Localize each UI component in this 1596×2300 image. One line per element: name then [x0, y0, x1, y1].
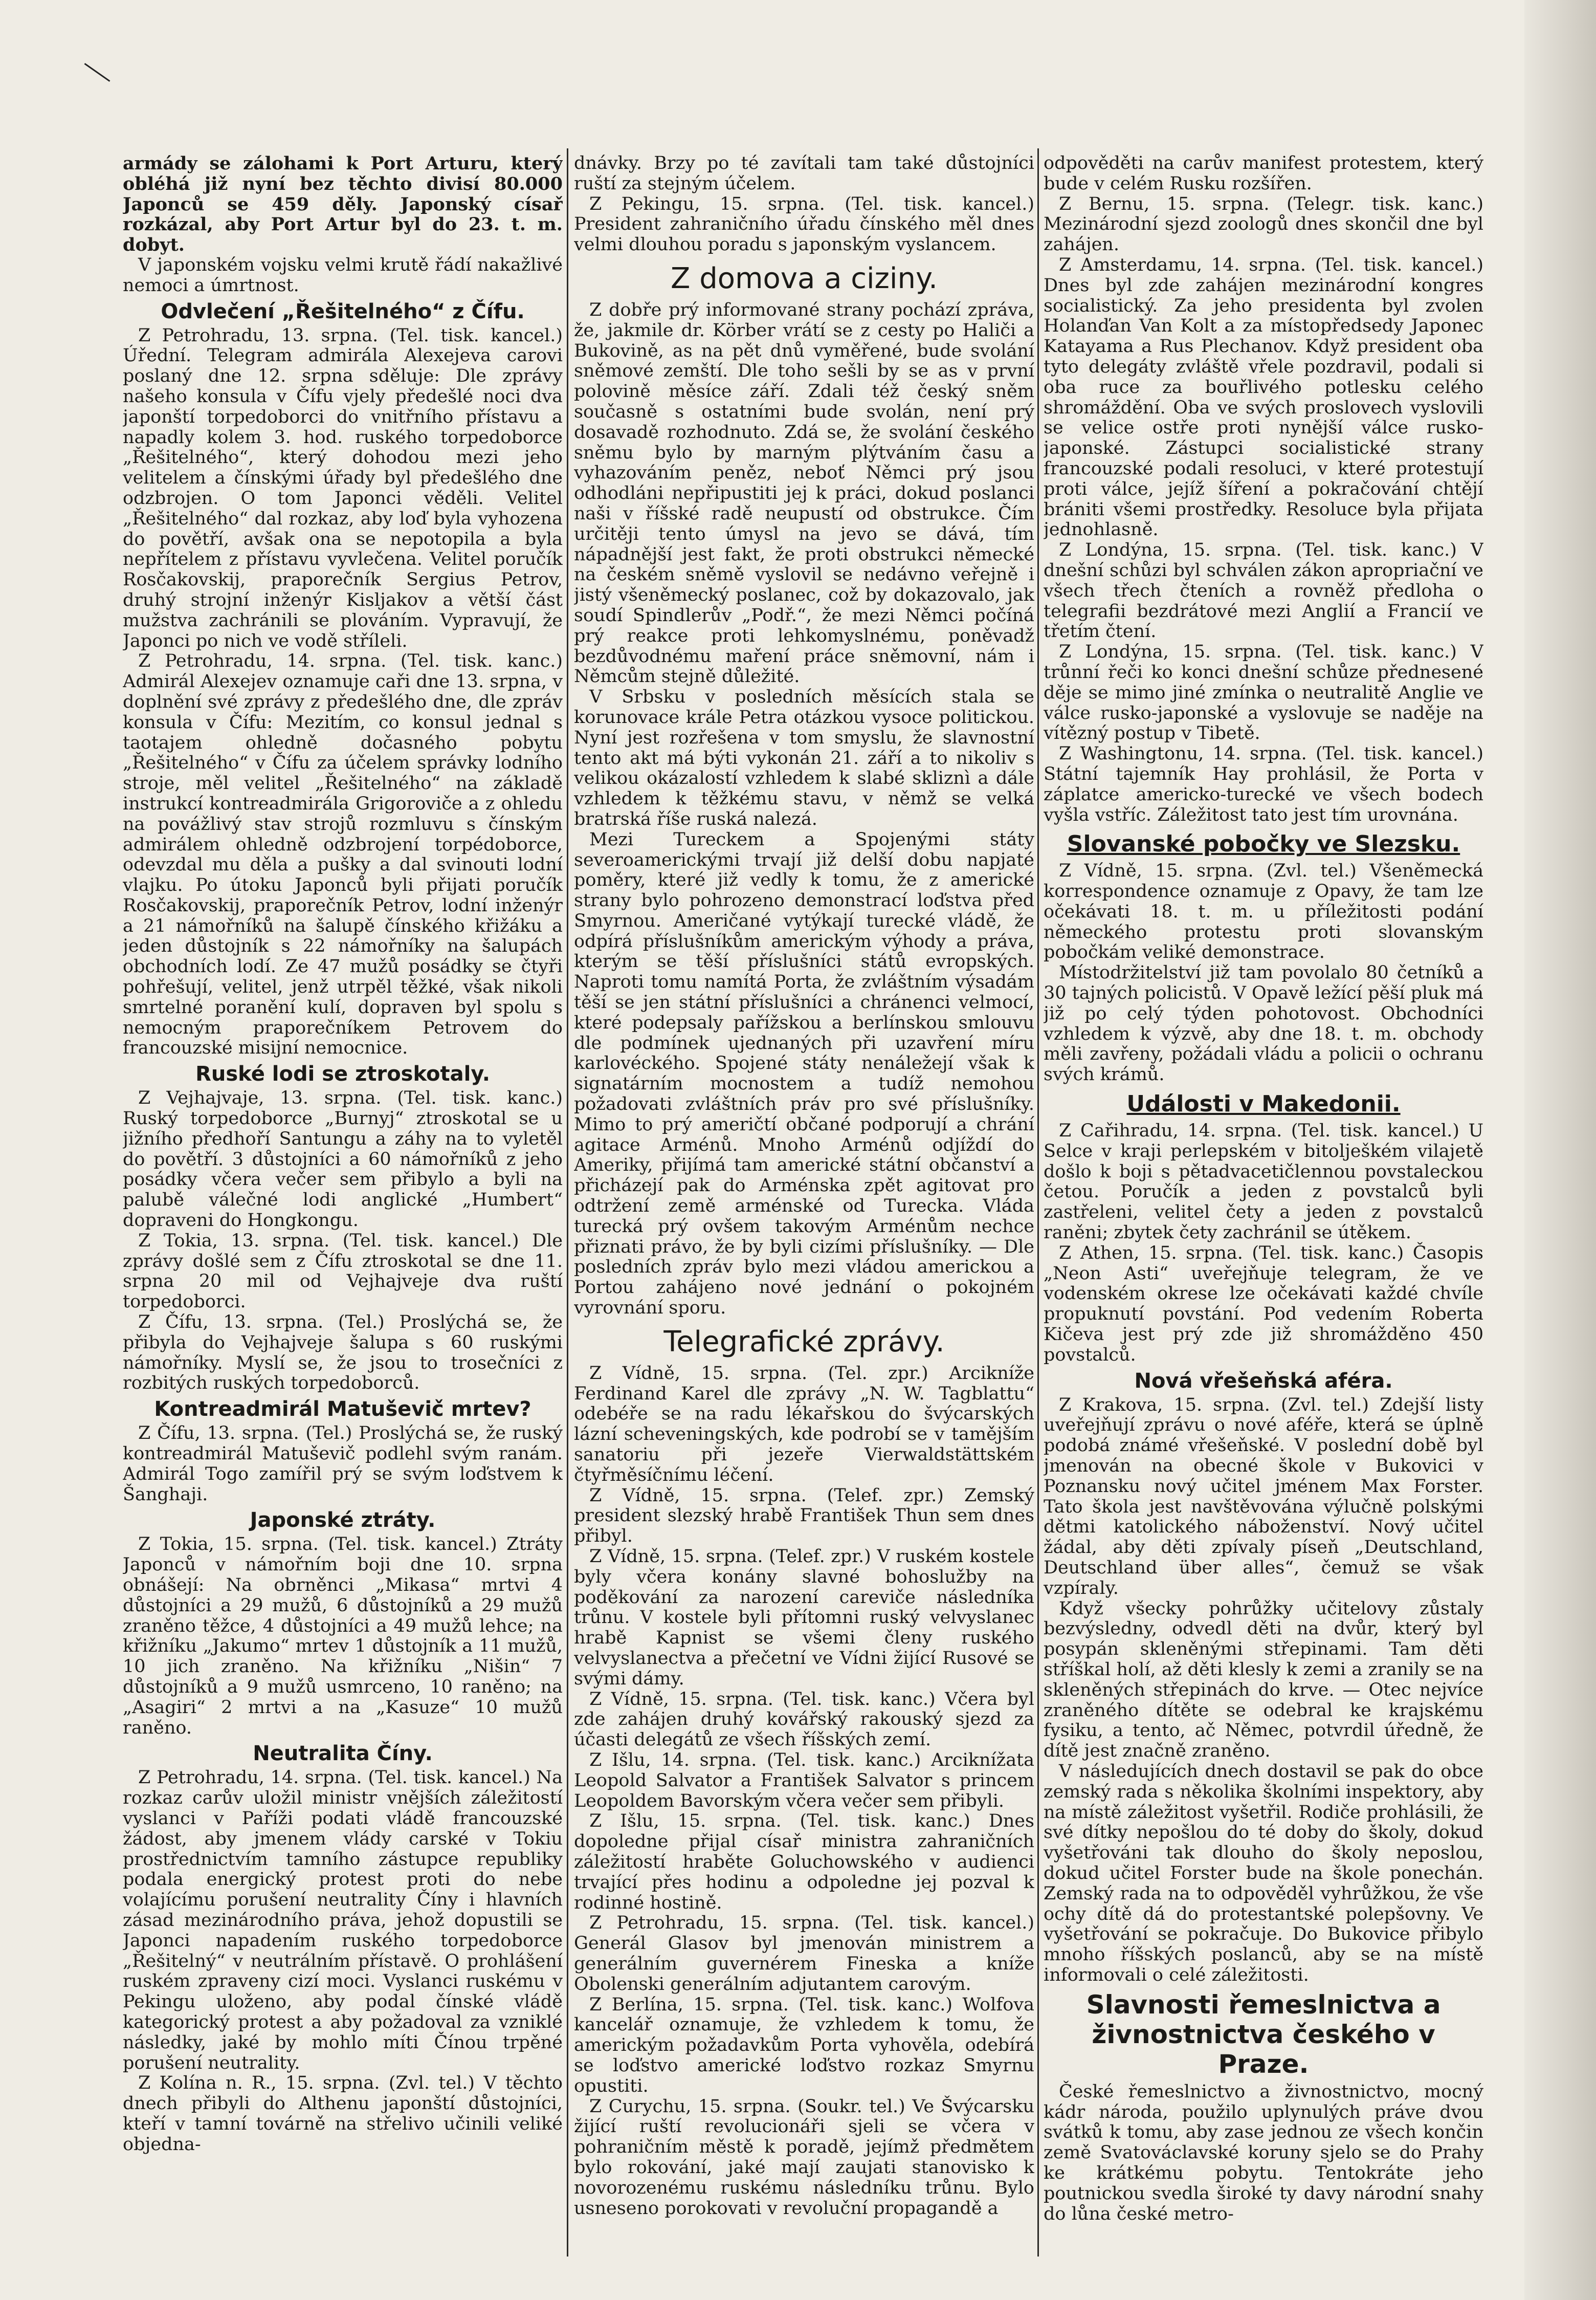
column-rule-2 — [1037, 148, 1039, 2257]
article-paragraph: Z Pekingu, 15. srpna. (Tel. tisk. kancel.) President zahraničního úřadu čínského měl dnes velmi dlouhou poradu s japonským vyslancem. — [574, 193, 1034, 255]
column-1 — [123, 154, 563, 2251]
lead-tail: V japonském vojsku velmi krutě řádí nakažlivé nemoci a úmrtnost. — [123, 254, 563, 296]
heading-ruske-lodi: Ruské lodi se ztroskotaly. — [195, 1062, 490, 1086]
article-paragraph: Mezi Tureckem a Spojenými státy severoamerickými trvají již delší dobu napjaté poměry, které již vedly k tomu, že z americké strany bylo pohrozeno demonstrací loďstva před Smyrnou. Američané vytýkají turecké vládě, že odpírá příslušníkům americkým výhody a práva, kterým se těší příslušníci států evropských. Naproti tomu namítá Porta, že zvláštním výsadám těší se jen státní příslušníci a chránenci velmocí, které podepsaly pařížskou a berlínskou smlouvu dle podmínek ujednaných při uzavření míru karlovéckého. Spojené státy nenáležejí však k signatárním mocnostem a tudíž nemohou požadovati zvláštních práv pro své příslušníky. Mimo to prý američtí občané podporují a chrání agitace Arménů. Mnoho Arménů odjíždí do Ameriky, přijímá tam americké státní občanství a přicházejí pak do Arménska zpět agitovat pro odtržení země arménské od Turecka. Vláda turecká prý ovšem takovým Arménům nechce přiznati právo, že by byli cizími příslušníky. — Dle posledních zpráv bylo mezi vládou americkou a Portou zahájeno nové jednání o pokojném vyrovnání sporu. — [574, 829, 1034, 1319]
column-2 — [574, 154, 1034, 2251]
article-paragraph: Z Vídně, 15. srpna. (Telef. zpr.) Zemský president slezský hrabě František Thun sem dnes přibyl. — [574, 1485, 1034, 1547]
heading-slovanske-pobocky: Slovanské pobočky ve Slezsku. — [1067, 831, 1460, 858]
article-paragraph: Z Išlu, 14. srpna. (Tel. tisk. kanc.) Arciknížata Leopold Salvator a František Salvator s princem Leopoldem Bavorským včera večer sem přibyli. — [574, 1749, 1034, 1811]
article-paragraph: Z Tokia, 15. srpna. (Tel. tisk. kancel.) Ztráty Japonců v námořním boji dne 10. srpna obnášejí: Na obrněnci „Mikasa“ mrtvi 4 důstojníci a 29 mužů, 6 důstojníků a 29 mužů zraněno těžce, 4 důstojníci a 49 mužů lehce; na křižníku „Jakumo“ mrtev 1 důstojník a 11 mužů, 10 jich zraněno. Na křižníku „Nišin“ 7 důstojníků a 9 mužů usmrceno, 10 raněno; na „Asagiri“ 2 mrtvi a na „Kasuze“ 10 mužů raněno. — [123, 1534, 563, 1738]
heading-slavnosti: Slavnosti řemeslnictva a živnostnictva českého v Praze. — [1086, 1989, 1441, 2079]
article-paragraph: Místodržitelství již tam povolalo 80 četníků a 30 tajných policistů. V Opavě ležící pěší pluk má již po celý týden pohotovost. Obchodníci vzhledem k výzvě, aby dne 18. t. m. obchody měli zavřeny, požádali vládu a policii o ochranu svých krámů. — [1044, 962, 1483, 1085]
article-paragraph: Z Londýna, 15. srpna. (Tel. tisk. kanc.) V dnešní schůzi byl schválen zákon apropriační ve všech třech čteních a rovněž předloha o telegrafii bezdrátové mezi Anglií a Francií ve třetím čtení. — [1044, 540, 1483, 642]
page-edge — [1524, 0, 1596, 2300]
article-paragraph: Když všecky pohrůžky učitelovy zůstaly bezvýsledny, odvedl děti na dvůr, který byl posypán skleněnými střepinami. Tam děti stříškal holí, až děti klesly k zemi a zranily se na skleněných střepinách do krve. — Otec nejvíce zraněného dítěte se odebral ke krajskému fysiku, a tento, ač Němec, potvrdil úředně, že dítě jest značně zraněno. — [1044, 1598, 1483, 1762]
article-paragraph: Z Kolína n. R., 15. srpna. (Zvl. tel.) V těchto dnech přibyli do Althenu japonští důstojníci, kteří v tamní továrně na střelivo učinili veliké objedna- — [123, 2073, 563, 2155]
heading-neutralita: Neutralita Číny. — [253, 1742, 433, 1766]
article-paragraph: Z Athen, 15. srpna. (Tel. tisk. kanc.) Časopis „Neon Asti“ uveřejňuje telegram, že ve vodenském okrese lze očekávati každé chvíle propuknutí povstání. Pod vedením Roberta Kičeva jest prý zde již shromážděno 450 povstalců. — [1044, 1242, 1483, 1365]
article-paragraph: Z Bernu, 15. srpna. (Telegr. tisk. kanc.) Mezinárodní sjezd zoologů dnes skončil dne byl zahájen. — [1044, 193, 1483, 255]
article-paragraph: V následujících dnech dostavil se pak do obce zemský rada s několika školními inspektory, aby na místě záležitost vyšetřil. Rodiče prohlásili, že své dítky nepošlou do té doby do školy, dokud vyšetřováni tak dlouho do školy neposlou, dokud učitel Forster bude na škole ponechán. Zemský rada na to odpověděl vyhrůžkou, že vše ochy dítě dá do protestantské polepšovny. Ve vyšetřování se pokračuje. Do Bukovice přibylo mnoho říšských poslanců, aby se na místě informovali o celé záležitosti. — [1044, 1761, 1483, 1985]
article-paragraph: Z Londýna, 15. srpna. (Tel. tisk. kanc.) V trůnní řeči ko konci dnešní schůze přednesené děje se mimo jiné zmínka o neutralitě Anglie ve válce rusko-japonské a vyslovuje se naděje na vítězný postup v Tibetě. — [1044, 642, 1483, 744]
article-paragraph: České řemeslnictvo a živnostnictvo, mocný kádr národa, použilo uplynulých práve dvou svátků k tomu, aby zase jednou ze všech končin země Svatováclavské koruny sjelo se do Prahy ke krátkému pobytu. Tentokráte jeho poutnickou svedla široké ty davy národní snahy do lůna české metro- — [1044, 2081, 1483, 2224]
article-paragraph: Z Berlína, 15. srpna. (Tel. tisk. kanc.) Wolfova kancelář oznamuje, že vzhledem k tomu, že americkým požadavkům Porta vyhověla, odebírá se loďstvo americké loďstvo rozkaz Smyrnu opustiti. — [574, 1994, 1034, 2096]
heading-reshitelny: Odvlečení „Řešitelného“ z Čífu. — [161, 299, 525, 323]
article-paragraph: Z Curychu, 15. srpna. (Soukr. tel.) Ve Švýcarsku žijící ruští revolucionáři sjeli se včera v pohraničním městě k poradě, jejímž předmětem bylo rokování, jaké mají zaujati stanovisko k novorozenému ruskému následníku trůnu. Bylo usneseno porokovati v revoluční propagandě a — [574, 2096, 1034, 2219]
article-paragraph: Z Petrohradu, 14. srpna. (Tel. tisk. kanc.) Admirál Alexejev oznamuje caři dne 13. srpna, v doplnění své zprávy z předešlého dne, dle zpráv konsula v Čífu: Mezitím, co konsul jednal s taotajem ohledně dočasného pobytu „Řešitelného“ v Čífu za účelem správky lodního stroje, měl velitel „Řešitelného“ na základě instrukcí kontreadmirála Grigoroviče a z ohledu na povážlivý stav strojů rozmluvu s čínským admirálem ohledně odzbrojení torpédoborce, odevzdal mu děla a pušky a dal svinouti lodní vlajku. Po útoku Japonců byli přijati poručík Rosčakovskij, praporečník Petrov, lodní inženýr a 21 námořníků na šalupě čínského křižáku a jeden důstojník s 22 námořníky na šalupách obchodních lodí. Ze 47 mužů posádky se čtyři pohřešují, velitel, jenž utrpěl těžké, však nikoli smrtelné poranění kulí, dopraven byl spolu s nemocným praporečníkem Petrovem do francouzské misijní nemocnice. — [123, 651, 563, 1059]
article-paragraph: Z Čífu, 13. srpna. (Tel.) Proslýchá se, že přibyla do Vejhajveje šalupa s 60 ruskými námořníky. Myslí se, že jsou to trosečníci z rozbitých ruských torpedoborců. — [123, 1312, 563, 1394]
article-paragraph: Z Petrohradu, 14. srpna. (Tel. tisk. kancel.) Na rozkaz carův uložil ministr vnějších záležitostí vyslanci v Paříži podati vládě francouzské žádost, aby jmenem vlády carské v Tokiu prostřednictvím tamního zástupce republiky podala energický protest proti do nebe volajícímu porušení neutrality Číny i hlavních zásad mezinárodního práva, jehož dopustili se Japonci napadením ruského torpedoborce „Řešitelný“ v neutrálním přístavě. O prohlášení ruském zpraveny cizí moci. Vyslanci ruskému v Pekingu uloženo, aby podal čínské vládě kategorický protest a aby požadoval za vzniklé následky, jaké by mohlo míti Čínou trpěné porušení neutrality. — [123, 1767, 563, 2073]
heading-vresenska-afera: Nová vřešeňská aféra. — [1134, 1369, 1393, 1393]
article-paragraph: Z Krakova, 15. srpna. (Zvl. tel.) Zdejší listy uveřejňují zprávu o nové aféře, která se úplně podobá známé vřešeňské. V poslední době byl jmenován na obecné škole v Bukovici v Poznansku nový učitel jménem Max Forster. Tato škola jest navštěvována výlučně polskými dětmi katolického náboženství. Nový učitel žádal, aby děti zpívaly píseň „Deutschland, Deutschland über alles“, čemuž se však vzpíraly. — [1044, 1394, 1483, 1598]
article-paragraph: Z Vídně, 15. srpna. (Telef. zpr.) V ruském kostele byly včera konány slavné bohoslužby na poděkování za narození careviče následníka trůnu. V kostele byli přítomni ruský velvyslanec hrabě Kapnist se všemi členy ruského velvyslanectva a přečetní ve Vídni žijící Rusové se svými dámy. — [574, 1546, 1034, 1689]
column-rule-1 — [567, 148, 568, 2257]
article-paragraph: Z Vejhajvaje, 13. srpna. (Tel. tisk. kanc.) Ruský torpedoborce „Burnyj“ ztroskotal se u jižního předhoří Santungu a záhy na to vyletěl do povětří. 3 důstojníci a 60 námořníků z jeho posádky včera večer sem přibylo a byli na palubě válečné lodi anglické „Humbert“ dopraveni do Hongkongu. — [123, 1088, 563, 1231]
article-paragraph: Z dobře prý informované strany pochází zpráva, že, jakmile dr. Körber vrátí se z cesty po Haliči a Bukovině, as na pět dnů vyměřené, bude svolání sněmové zemští. Dle toho sešli by se as v první polovině měsíce září. Zdali též český sněm současně s ostatními bude svolán, není prý dosavadě rozhodnuto. Zdá se, že svolání českého sněmu bylo by marným plýtváním času a vyhazováním peněz, neboť Němci prý jsou odhodláni nepřipustiti jej k práci, dokud poslanci naši v říšské radě neupustí od obstrukce. Čím určitěji tento úmysl na jevo se dává, tím nápadnější jest fakt, že proti obstrukci německé na českém sněmě vyslovil se nedávno veřejně i jistý všeněmecký poslanec, což by dokazovalo, jak soudí Spindlerův „Podř.“, že mezi Němci počíná prý reakce proti lehkomyslnému, poněvadž bezdůvodnému maření práce sněmovní, nám i Němcům stejně důležité. — [574, 299, 1034, 687]
article-paragraph: dnávky. Brzy po té zavítali tam také důstojníci ruští za stejným účelem. — [574, 154, 1034, 194]
article-paragraph: Z Washingtonu, 14. srpna. (Tel. tisk. kancel.) Státní tajemník Hay prohlásil, že Porta v záplatce americko-turecké ve všech bodech vyšla vstříc. Záležitost tato jest tím urovnána. — [1044, 743, 1483, 825]
article-paragraph: Z Vídně, 15. srpna. (Tel. zpr.) Arcikníže Ferdinand Karel dle zprávy „N. W. Tagblattu“ odebéře se na radu lékařskou do švýcarských lázní scheveningských, kde podrobí se v tamějším sanatoriu při jezeře Vierwaldstättském čtyřměsíčnímu léčení. — [574, 1363, 1034, 1485]
article-paragraph: Z Petrohradu, 13. srpna. (Tel. tisk. kancel.) Úřední. Telegram admirála Alexejeva carovi poslaný dne 12. srpna sděluje: Dle zprávy našeho konsula v Čífu vjely předešlé noci dva japonští torpedoborci do vnitřního přístavu a napadly kolem 3. hod. ruského torpedoborce „Řešitelného“, který dohodou mezi jeho velitelem a čínskými úřady byl předešlého dne odzbrojen. O tom Japonci věděli. Velitel „Řešitelného“ dal rozkaz, aby loď byla vyhozena do povětří, avšak ona se nepotopila a byla nepřítelem z přístavu vyvlečena. Velitel poručík Rosčakovskij, praporečník Sergius Petrov, druhý strojní inženýr Kisljakov a větší část mužstva zachránili se plováním. Vypravují, že Japonci po nich ve vodě stříleli. — [123, 325, 563, 651]
lead-paragraph: armády se zálohami k Port Arturu, který obléhá již nyní bez těchto divisí 80.000 Japonců se 459 děly. Japonský císař rozkázal, aby Port Artur byl do 23. t. m. dobyt. — [123, 154, 563, 256]
heading-japonske-ztraty: Japonské ztráty. — [250, 1508, 436, 1532]
article-paragraph: Z Išlu, 15. srpna. (Tel. tisk. kanc.) Dnes dopoledne přijal císař ministra zahraničních záležitostí hraběte Goluchowského v audienci trvající přes hodinu a odpoledne jej pozval k rodinné hostině. — [574, 1811, 1034, 1913]
article-paragraph: Z Vídně, 15. srpna. (Zvl. tel.) Všeněmecká korrespondence oznamuje z Opavy, že tam lze očekávati 18. t. m. u příležitosti podání německého protestu proti slovanským pobočkám veliké demonstrace. — [1044, 861, 1483, 963]
heading-makedonie: Události v Makedonii. — [1126, 1091, 1401, 1118]
heading-z-domova: Z domova a ciziny. — [671, 261, 938, 295]
heading-matusevic: Kontreadmirál Matuševič mrtev? — [154, 1397, 531, 1421]
article-paragraph: Z Čífu, 13. srpna. (Tel.) Proslýchá se, že ruský kontreadmirál Matuševič podlehl svým ranám. Admirál Togo zamířil prý se svým loďstvem k Šanghaji. — [123, 1423, 563, 1505]
article-paragraph: Z Petrohradu, 15. srpna. (Tel. tisk. kancel.) Generál Glasov byl jmenován ministrem a generálním guvernérem Fineska a kníže Obolenski generálním adjutantem carovým. — [574, 1913, 1034, 1995]
article-paragraph: V Srbsku v posledních měsících stala se korunovace krále Petra otázkou vysoce politickou. Nyní jest rozřešena v tom smyslu, že slavnostní tento akt má býti vykonán 21. září a to nikoliv s velikou okázalostí vzhledem k slabé skliznì a dále vzhledem k těžkému stavu, v němž se velká bratrská říše ruská nalezá. — [574, 687, 1034, 829]
article-paragraph: Z Vídně, 15. srpna. (Tel. tisk. kanc.) Včera byl zde zahájen druhý kovářský rakouský sjezd za účasti delegátů ze všech říšských zemí. — [574, 1689, 1034, 1750]
column-3 — [1044, 154, 1483, 2251]
article-paragraph: Z Cařihradu, 14. srpna. (Tel. tisk. kancel.) U Selce v kraji perlepském v bitolješkém vilajetě došlo k boji s pětadvacetičlennou povstaleckou četou. Poručík a jeden z povstalců byli zastřeleni, velitel čety a jeden z povstalců raněni; zbytek čety zachránil se útěkem. — [1044, 1121, 1483, 1243]
heading-telegraficke: Telegrafické zprávy. — [663, 1325, 945, 1359]
corner-mark — [84, 63, 110, 82]
article-paragraph: Z Amsterdamu, 14. srpna. (Tel. tisk. kancel.) Dnes byl zde zahájen mezinárodní kongres socialistický. Za jeho presidenta byl zvolen Holanďan Van Kolt a za místopředsedy Japonec Katayama a Rus Plechanov. Když president oba tyto delegáty zvláště vřele pozdravil, podali si oba ruce za bouřlivého potlesku celého shromáždění. Oba ve svých proslovech vyslovili se velice ostře proti nynější válce rusko-japonské. Zástupci socialistické strany francouzské podali resoluci, v které protestují proti válce, jejíž šíření a pokračování chtějí brániti všemi prostředky. Resoluce byla přijata jednohlasně. — [1044, 254, 1483, 540]
article-paragraph: odpověděti na carův manifest protestem, který bude v celém Rusku rozšířen. — [1044, 154, 1483, 194]
article-paragraph: Z Tokia, 13. srpna. (Tel. tisk. kancel.) Dle zprávy došlé sem z Čífu ztroskotal se dne 11. srpna 20 mil od Vejhajveje dva ruští torpedoborci. — [123, 1230, 563, 1312]
